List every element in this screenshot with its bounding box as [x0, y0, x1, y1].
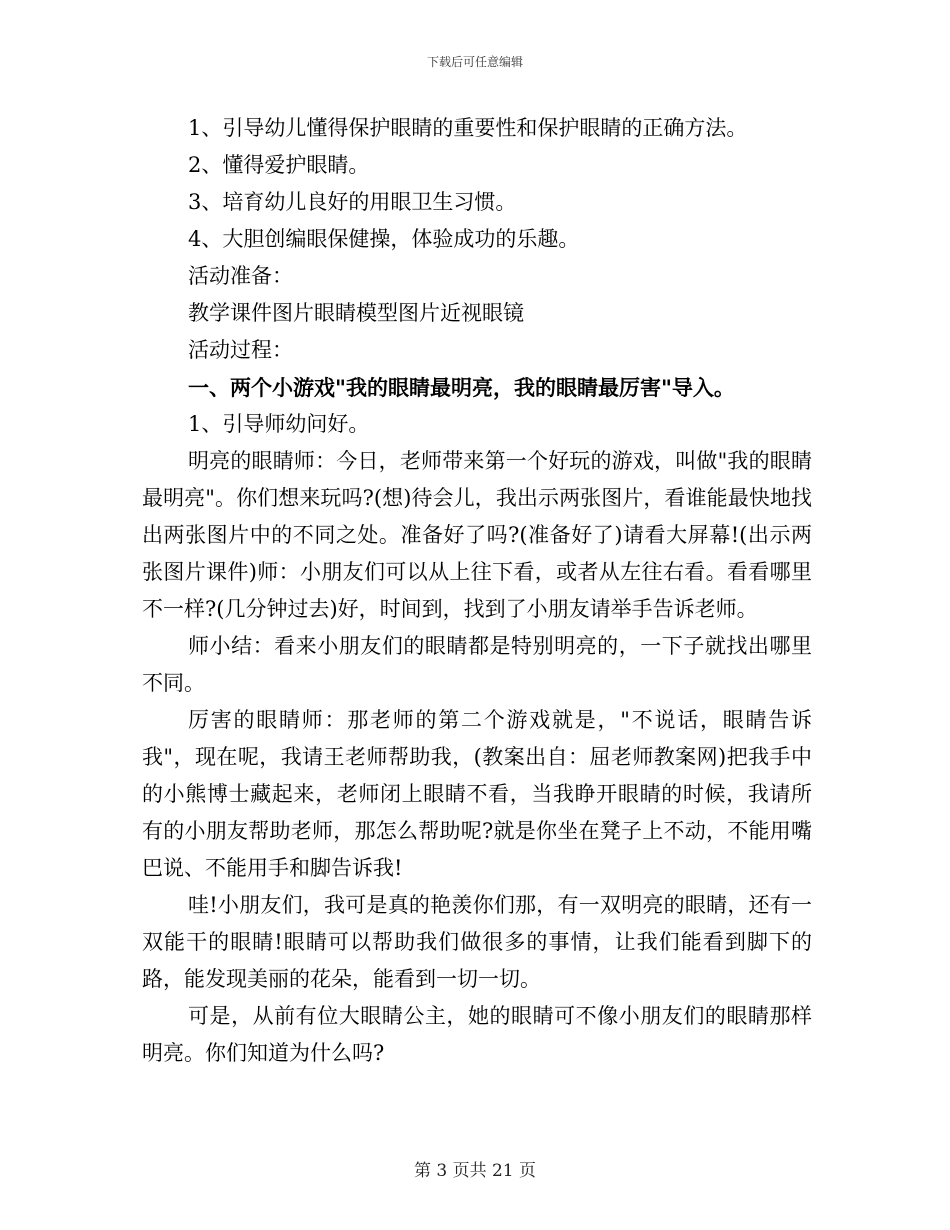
body-paragraph: 哇!小朋友们，我可是真的艳羡你们那，有一双明亮的眼睛，还有一双能干的眼睛!眼睛可以帮助我们做很多的事情，让我们能看到脚下的路，能发现美丽的花朵，能看到一切一切。 [142, 893, 812, 991]
section-heading-process: 活动过程： [188, 338, 293, 362]
body-paragraph: 厉害的眼睛师：那老师的第二个游戏就是，"不说话，眼睛告诉我"，现在呢，我请王老师帮助我，(教案出自：屈老师教案网)把我手中的小熊博士藏起来，老师闭上眼睛不看，当我睁开眼睛的时候，我请所有的小朋友帮助老师，那怎么帮助呢?就是你坐在凳子上不动，不能用嘴巴说、不能用手和脚告诉我! [142, 708, 812, 880]
preparation-materials: 教学课件图片眼睛模型图片近视眼镜 [188, 301, 524, 325]
page-header: 下载后可任意编辑 [426, 55, 523, 69]
objective-3: 3、培育幼儿良好的用眼卫生习惯。 [188, 190, 517, 214]
body-paragraph: 师小结：看来小朋友们的眼睛都是特别明亮的，一下子就找出哪里不同。 [142, 634, 812, 695]
objective-1: 1、引导幼儿懂得保护眼睛的重要性和保护眼睛的正确方法。 [188, 116, 748, 140]
body-paragraph: 可是，从前有位大眼睛公主，她的眼睛可不像小朋友们的眼睛那样明亮。你们知道为什么吗? [142, 1004, 812, 1065]
process-substep: 1、引导师幼问好。 [188, 412, 370, 436]
document-body [142, 110, 812, 1072]
objective-4: 4、大胆创编眼保健操，体验成功的乐趣。 [188, 227, 580, 251]
body-paragraph: 明亮的眼睛师：今日，老师带来第一个好玩的游戏，叫做"我的眼睛最明亮"。你们想来玩吗?(想)待会儿，我出示两张图片，看谁能最快地找出两张图片中的不同之处。准备好了吗?(准备好了)请看大屏幕!(出示两张图片课件)师：小朋友们可以从上往下看，或者从左往右看。看看哪里不一样?(几分钟过去)好，时间到，找到了小朋友请举手告诉老师。 [142, 449, 812, 621]
page-footer: 第 3 页共 21 页 [413, 1161, 537, 1181]
process-step-heading: 一、两个小游戏"我的眼睛最明亮，我的眼睛最厉害"导入。 [188, 375, 735, 400]
section-heading-preparation: 活动准备： [188, 264, 293, 288]
objective-2: 2、懂得爱护眼睛。 [188, 153, 370, 177]
